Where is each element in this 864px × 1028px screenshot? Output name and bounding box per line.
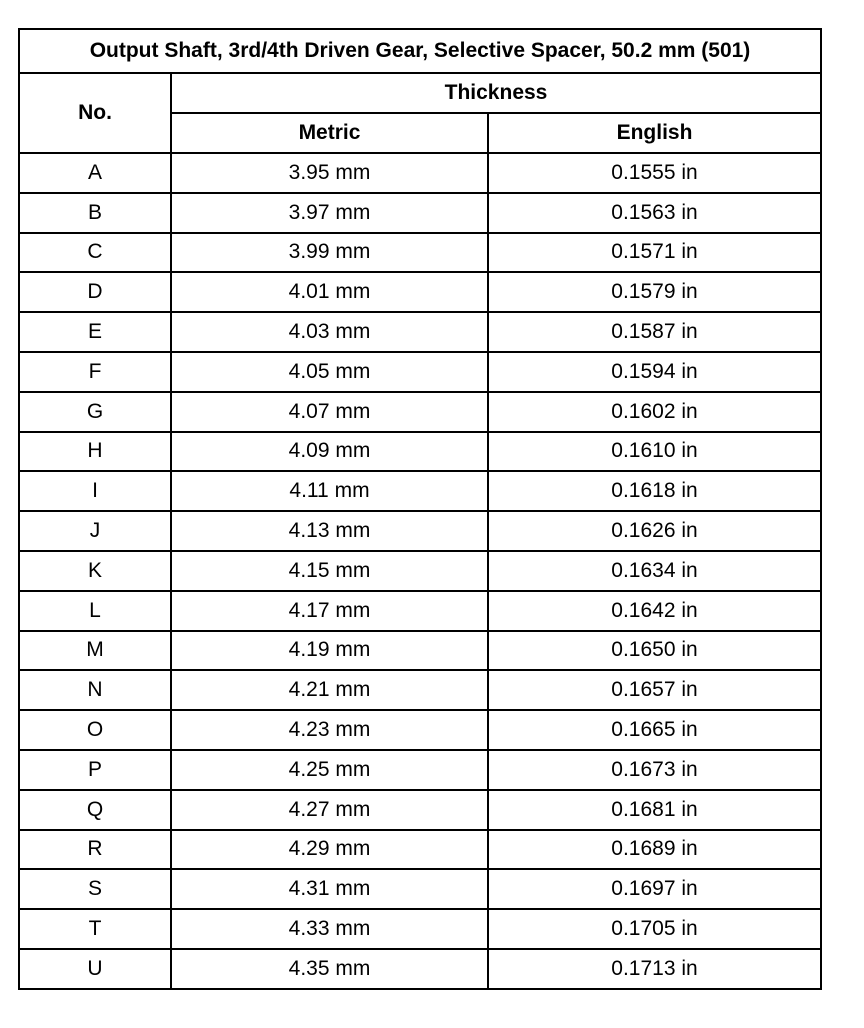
cell-english: 0.1713 in (488, 949, 821, 989)
table-row (19, 352, 821, 392)
table-row (19, 471, 821, 511)
cell-metric: 4.33 mm (171, 909, 488, 949)
cell-metric: 4.35 mm (171, 949, 488, 989)
cell-no: B (19, 193, 171, 233)
cell-english: 0.1657 in (488, 670, 821, 710)
table-row (19, 193, 821, 233)
cell-no: E (19, 312, 171, 352)
cell-metric: 4.03 mm (171, 312, 488, 352)
table-row (19, 869, 821, 909)
cell-english: 0.1587 in (488, 312, 821, 352)
table-row (19, 790, 821, 830)
cell-metric: 4.07 mm (171, 392, 488, 432)
cell-metric: 3.97 mm (171, 193, 488, 233)
column-header-thickness: Thickness (171, 73, 821, 113)
cell-english: 0.1681 in (488, 790, 821, 830)
cell-no: J (19, 511, 171, 551)
cell-english: 0.1579 in (488, 272, 821, 312)
table-row (19, 591, 821, 631)
cell-no: L (19, 591, 171, 631)
table-row (19, 233, 821, 273)
column-header-metric: Metric (171, 113, 488, 153)
table-row (19, 909, 821, 949)
cell-metric: 4.21 mm (171, 670, 488, 710)
table-row (19, 830, 821, 870)
cell-no: S (19, 869, 171, 909)
cell-metric: 4.25 mm (171, 750, 488, 790)
cell-english: 0.1610 in (488, 432, 821, 472)
cell-english: 0.1673 in (488, 750, 821, 790)
table-row (19, 272, 821, 312)
table-row (19, 312, 821, 352)
cell-no: O (19, 710, 171, 750)
cell-metric: 4.27 mm (171, 790, 488, 830)
cell-no: U (19, 949, 171, 989)
cell-metric: 4.01 mm (171, 272, 488, 312)
cell-metric: 4.31 mm (171, 869, 488, 909)
column-header-english: English (488, 113, 821, 153)
table-row (19, 710, 821, 750)
cell-metric: 4.13 mm (171, 511, 488, 551)
cell-no: N (19, 670, 171, 710)
cell-metric: 4.09 mm (171, 432, 488, 472)
table-row (19, 153, 821, 193)
cell-english: 0.1571 in (488, 233, 821, 273)
cell-metric: 4.17 mm (171, 591, 488, 631)
cell-english: 0.1665 in (488, 710, 821, 750)
table-row (19, 949, 821, 989)
cell-no: F (19, 352, 171, 392)
table-row (19, 670, 821, 710)
cell-no: P (19, 750, 171, 790)
cell-metric: 4.29 mm (171, 830, 488, 870)
table-row (19, 511, 821, 551)
cell-no: I (19, 471, 171, 511)
table-row (19, 750, 821, 790)
cell-english: 0.1634 in (488, 551, 821, 591)
cell-english: 0.1563 in (488, 193, 821, 233)
column-header-no: No. (19, 73, 171, 153)
cell-metric: 4.23 mm (171, 710, 488, 750)
cell-metric: 4.11 mm (171, 471, 488, 511)
cell-no: D (19, 272, 171, 312)
cell-english: 0.1618 in (488, 471, 821, 511)
cell-no: C (19, 233, 171, 273)
table-row (19, 551, 821, 591)
cell-english: 0.1705 in (488, 909, 821, 949)
table-body (19, 153, 821, 989)
table-row (19, 432, 821, 472)
cell-english: 0.1642 in (488, 591, 821, 631)
cell-english: 0.1697 in (488, 869, 821, 909)
cell-metric: 3.95 mm (171, 153, 488, 193)
cell-no: M (19, 631, 171, 671)
cell-no: G (19, 392, 171, 432)
cell-no: Q (19, 790, 171, 830)
table-row (19, 631, 821, 671)
cell-no: A (19, 153, 171, 193)
cell-metric: 3.99 mm (171, 233, 488, 273)
cell-english: 0.1650 in (488, 631, 821, 671)
cell-english: 0.1626 in (488, 511, 821, 551)
cell-no: K (19, 551, 171, 591)
table-row (19, 392, 821, 432)
cell-no: H (19, 432, 171, 472)
cell-english: 0.1594 in (488, 352, 821, 392)
table-title: Output Shaft, 3rd/4th Driven Gear, Selective Spacer, 50.2 mm (501) (19, 29, 821, 73)
cell-no: T (19, 909, 171, 949)
cell-metric: 4.19 mm (171, 631, 488, 671)
cell-english: 0.1689 in (488, 830, 821, 870)
cell-english: 0.1555 in (488, 153, 821, 193)
cell-metric: 4.15 mm (171, 551, 488, 591)
cell-no: R (19, 830, 171, 870)
cell-metric: 4.05 mm (171, 352, 488, 392)
spacer-thickness-table (18, 28, 822, 990)
cell-english: 0.1602 in (488, 392, 821, 432)
